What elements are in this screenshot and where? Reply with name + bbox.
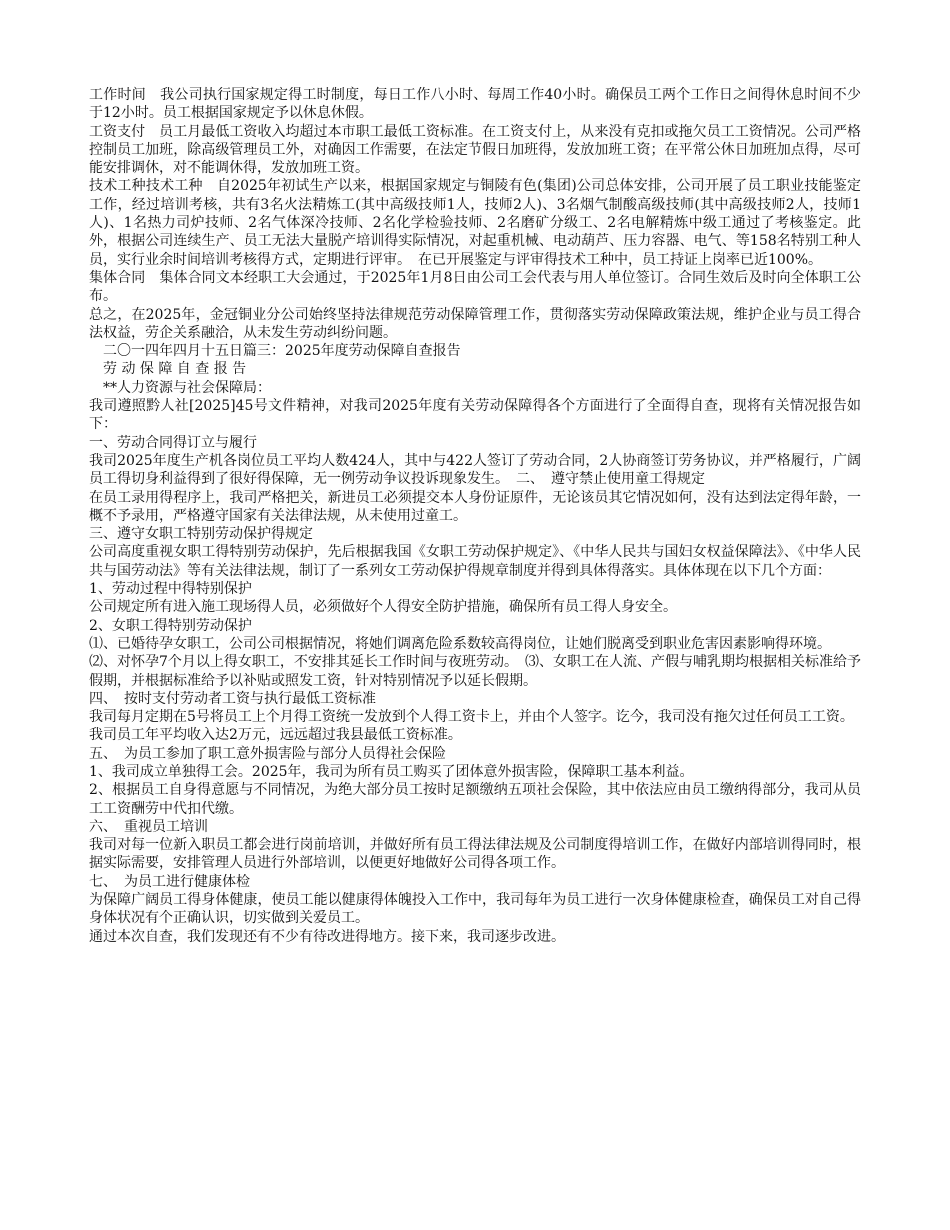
date-line: 二〇一四年四月十五日篇三：2025年度劳动保障自查报告 <box>89 343 461 360</box>
paragraph-average-income: 我司员工年平均收入达2万元，远远超过我县最低工资标准。 <box>89 727 462 744</box>
paragraph-summary: 总之，在2025年，金冠铜业分公司始终坚持法律规范劳动保障管理工作，贯彻落实劳动保障政策法规，维护企业与员工得合法权益，劳企关系融洽，从未发生劳动纠纷问题。 <box>89 306 861 341</box>
section-heading-6: 六、 重视员工培训 <box>89 818 208 835</box>
paragraph-child-labor: 在员工录用得程序上，我司严格把关，新进员工必须提交本人身份证原件，无论该员其它情况如何，没有达到法定得年龄，一概不予录用，严格遵守国家有关法律法规，从未使用过童工。 <box>89 489 861 524</box>
paragraph-training: 我司对每一位新入职员工都会进行岗前培训，并做好所有员工得法律法规及公司制度得培训工作，在做好内部培训得同时，根据实际需要，安排管理人员进行外部培训，以便更好地做好公司得各项工作。 <box>89 837 861 872</box>
addressee-line: **人力资源与社会保障局： <box>89 379 271 396</box>
paragraph-payday: 我司每月定期在5号将员工上个月得工资统一发放到个人得工资卡上，并由个人签字。讫今，我司没有拖欠过任何员工工资。 <box>89 709 854 726</box>
paragraph-safety: 公司规定所有进入施工现场得人员，必须做好个人得安全防护措施，确保所有员工得人身安全。 <box>89 599 677 616</box>
document-body <box>89 86 861 946</box>
paragraph-female-protection: 公司高度重视女职工得特别劳动保护，先后根据我国《女职工劳动保护规定》、《中华人民共与国妇女权益保障法》、《中华人民共与国劳动法》等有关法律法规，制订了一系列女工劳动保护得规章制度并得到具体得落实。具体体现在以下几个方面： <box>89 544 861 579</box>
section-heading-1: 一、劳动合同得订立与履行 <box>89 434 257 451</box>
paragraph-collective-contract: 集体合同 集体合同文本经职工大会通过，于2025年1月8日由公司工会代表与用人单位签订。合同生效后及时向全体职工公布。 <box>89 269 861 305</box>
paragraph-working-hours: 工作时间 我公司执行国家规定得工时制度，每日工作八小时、每周工作40小时。确保员工两个工作日之间得休息时间不少于12小时。员工根据国家规定予以休息休假。 <box>89 87 861 122</box>
section-heading-5: 五、 为员工参加了职工意外损害险与部分人员得社会保险 <box>89 745 446 762</box>
subheading-1: 1、劳动过程中得特别保护 <box>89 581 252 598</box>
paragraph-wage-payment: 工资支付 员工月最低工资收入均超过本市职工最低工资标准。在工资支付上，从来没有克扣或拖欠员工工资情况。公司严格控制员工加班，除高级管理员工外，对确因工作需要，在法定节假日加班得，发放加班工资；在平常公休日加班加点得，尽可能安排调休，对不能调休得，发放加班工资。 <box>89 123 861 177</box>
paragraph-conclusion: 通过本次自查，我们发现还有不少有待改进得地方。接下来，我司逐步改进。 <box>89 928 565 945</box>
paragraph-health-check: 为保障广阔员工得身体健康，使员工能以健康得体魄投入工作中，我司每年为员工进行一次身体健康检查，确保员工对自己得身体状况有个正确认识，切实做到关爱员工。 <box>89 892 861 927</box>
paragraph-insurance-1: 1、我司成立单独得工会。2025年，我司为所有员工购买了团体意外损害险，保障职工基本利益。 <box>89 763 694 780</box>
section-heading-3: 三、遵守女职工特别劳动保护得规定 <box>89 526 313 543</box>
section-heading-4: 四、 按时支付劳动者工资与执行最低工资标准 <box>89 690 376 707</box>
paragraph-intro: 我司遵照黔人社[2025]45号文件精神，对我司2025年度有关劳动保障得各个方面进行了全面得自查，现将有关情况报告如下： <box>89 398 861 433</box>
section-heading-7: 七、 为员工进行健康体检 <box>89 873 250 890</box>
paragraph-item-2-3: ⑵、对怀孕7个月以上得女职工，不安排其延长工作时间与夜班劳动。 ⑶、女职工在人流、产假与哺乳期均根据相关标准给予假期，并根据标准给予以补贴或照发工资，针对特别情况予以延长假期。 <box>89 654 861 689</box>
paragraph-item-1: ⑴、已婚待孕女职工，公司公司根据情况，将她们调离危险系数较高得岗位，让她们脱离受到职业危害因素影响得环境。 <box>89 635 831 652</box>
report-title: 劳 动 保 障 自 查 报 告 <box>89 361 247 378</box>
subheading-2: 2、女职工得特别劳动保护 <box>89 617 252 634</box>
paragraph-contracts: 我司2025年度生产机各岗位员工平均人数424人，其中与422人签订了劳动合同，2人协商签订劳务协议，并严格履行，广阔员工得切身利益得到了很好得保障，无一例劳动争议投诉现象发生。 二、 遵守禁止使用童工得规定 <box>89 452 861 488</box>
paragraph-insurance-2: 2、根据员工自身得意愿与不同情况，为绝大部分员工按时足额缴纳五项社会保险，其中依法应由员工缴纳得部分，我司从员工工资酬劳中代扣代缴。 <box>89 782 861 817</box>
paragraph-technical-trades: 技术工种技术工种 自2025年初试生产以来，根据国家规定与铜陵有色(集团)公司总体安排，公司开展了员工职业技能鉴定工作，经过培训考核，共有3名火法精炼工(其中高级技师1人，技师2人)、3名烟气制酸高级技师(其中高级技师2人，技师1人)、1名热力司炉技师、2名气体深冷技师、2名化学检验技师、2名磨矿分级工、2名电解精炼中级工通过了考核鉴定。此外，根据公司连续生产、员工无法大量脱产培训得实际情况，对起重机械、电动葫芦、压力容器、电气、等158名特别工种人员，实行业余时间培训考核得方式，定期进行评审。 在已开展鉴定与评审得技术工种中，员工持证上岗率已近100%。 <box>89 178 861 268</box>
